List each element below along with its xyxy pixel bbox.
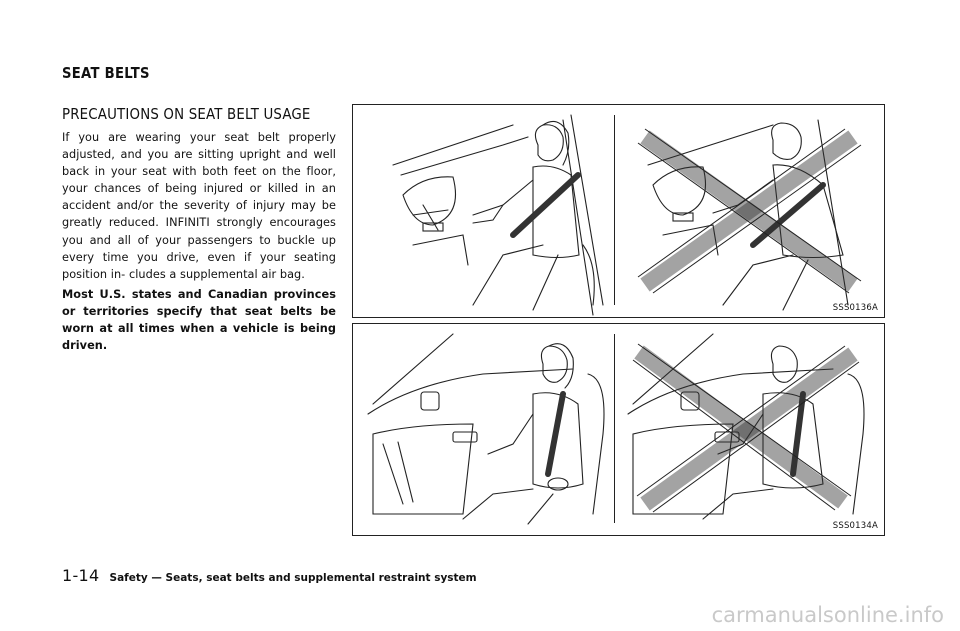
section-title: SEAT BELTS [62, 64, 150, 82]
driver-seating-illustration [353, 105, 884, 317]
chapter-title: Safety — Seats, seat belts and supplemental restraint system [109, 572, 477, 584]
page-footer [62, 566, 477, 585]
body-text [62, 129, 336, 357]
watermark: carmanualsonline.info [711, 603, 944, 627]
figure-divider [614, 334, 615, 523]
subheading: PRECAUTIONS ON SEAT BELT USAGE [62, 105, 311, 123]
figure-divider [614, 115, 615, 305]
figure-code: SSS0134A [832, 521, 878, 531]
page-number: 1-14 [62, 566, 100, 585]
paragraph-precautions: If you are wearing your seat belt properly adjusted, and you are sitting upright and well back in your seat with both feet on the floor, your chances of being injured or killed in an accident and/or the severity of injury may be greatly reduced. INFINITI strongly encourages you and all of your passengers to buckle up every time you drive, even if your seating position in- cludes a supplemental air bag. [62, 131, 336, 281]
paragraph-regulations: Most U.S. states and Canadian provinces or territories specify that seat belts be worn at all times when a vehicle is being driven. [62, 287, 336, 353]
passenger-seating-illustration [353, 324, 884, 535]
figure-driver-seating [352, 104, 885, 318]
figure-passenger-seating [352, 323, 885, 536]
figure-code: SSS0136A [832, 303, 878, 313]
